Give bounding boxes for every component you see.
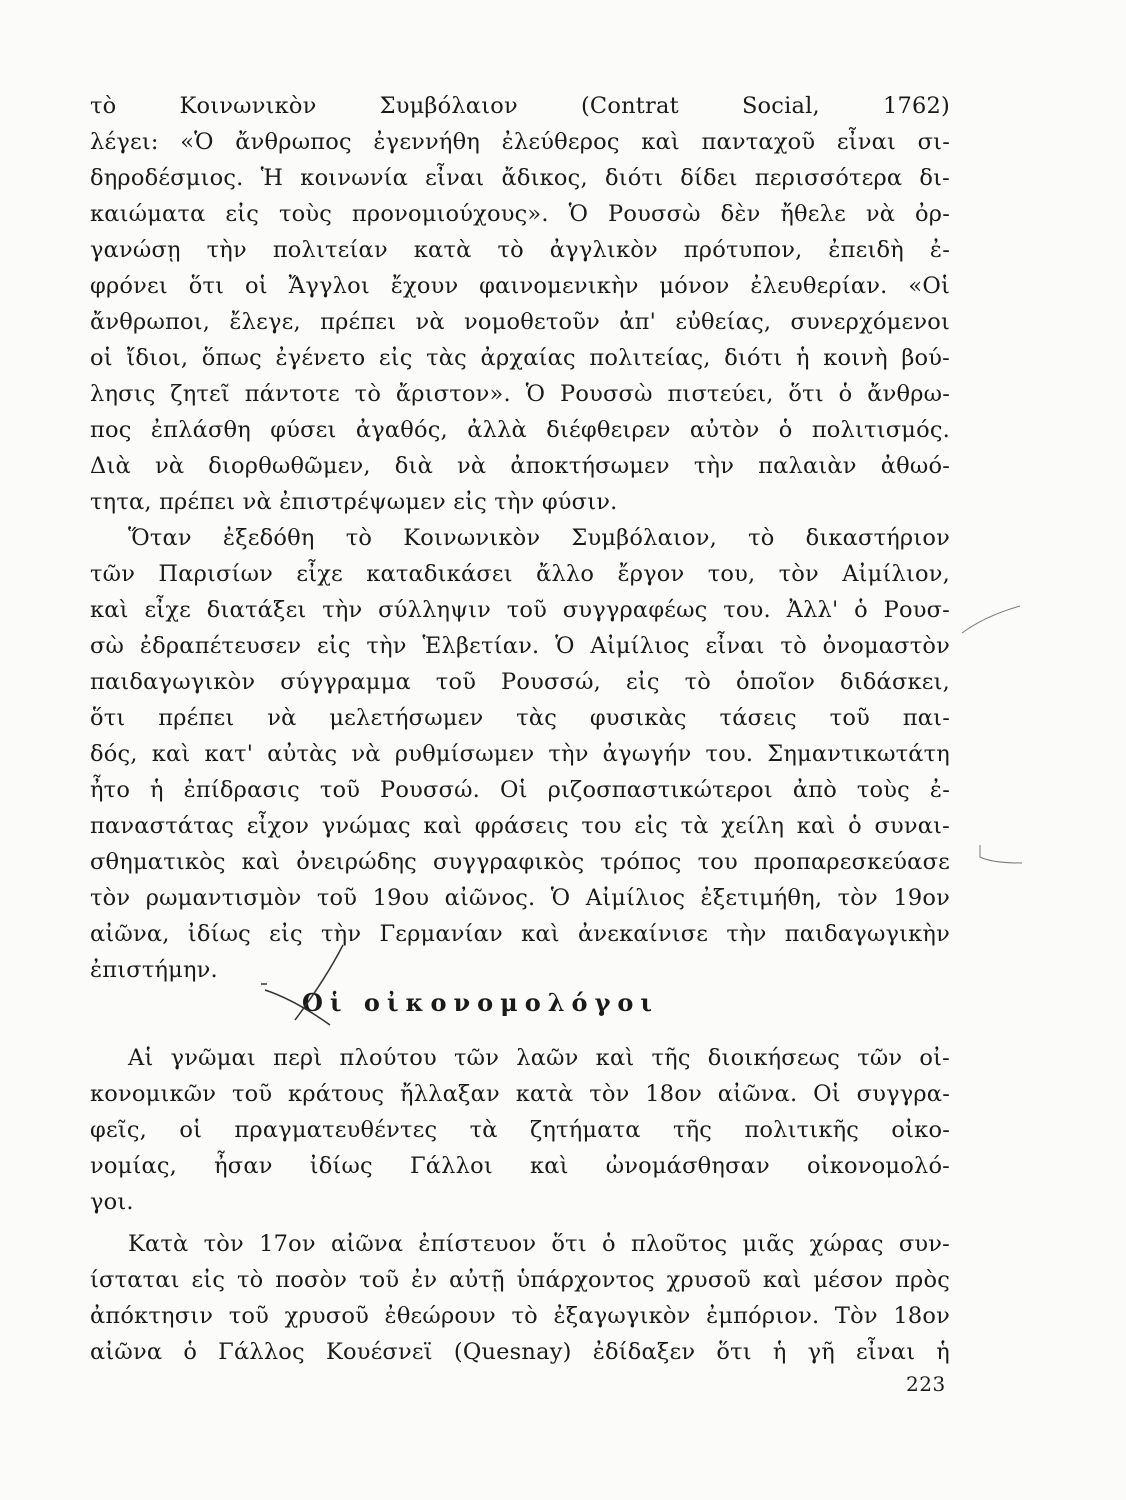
margin-bracket-mark	[960, 598, 1030, 638]
text-line: καιώματα εἰς τοὺς προνομιούχους». Ὁ Ρουσσὼ δὲν ἤθελε νὰ ὀρ-	[90, 201, 950, 227]
text-line: αἰῶνα ὁ Γάλλος Κουέσνεϊ (Quesnay) ἐδίδαξεν ὅτι ἡ γῆ εἶναι ἡ	[90, 1339, 950, 1365]
text-line: σὼ ἐδραπέτευσεν εἰς τὴν Ἑλβετίαν. Ὁ Αἰμίλιος εἶναι τὸ ὀνομαστὸν	[90, 633, 950, 659]
text-line: τὸν ρωμαντισμὸν τοῦ 19ου αἰῶνος. Ὁ Αἰμίλιος ἐξετιμήθη, τὸν 19ον	[90, 885, 950, 911]
text-line: λησις ζητεῖ πάντοτε τὸ ἄριστον». Ὁ Ρουσσὼ πιστεύει, ὅτι ὁ ἄνθρω-	[90, 381, 950, 407]
text-line: δός, καὶ κατ' αὐτὰς νὰ ρυθμίσωμεν τὴν ἀγωγήν του. Σημαντικωτάτη	[90, 741, 950, 767]
text-line: ἄνθρωποι, ἔλεγε, πρέπει νὰ νομοθετοῦν ἀπ' εὐθείας, συνερχόμενοι	[90, 309, 950, 335]
text-line: φεῖς, οἱ πραγματευθέντες τὰ ζητήματα τῆς πολιτικῆς οἰκο-	[90, 1117, 950, 1143]
text-line: τητα, πρέπει νὰ ἐπιστρέψωμεν εἰς τὴν φύσιν.	[90, 489, 618, 515]
text-line: ἦτο ἡ ἐπίδρασις τοῦ Ρουσσώ. Οἱ ριζοσπαστικώτεροι ἀπὸ τοὺς ἐ-	[90, 777, 950, 803]
paragraph-emile	[90, 520, 950, 988]
text-line: γοι.	[90, 1189, 134, 1215]
text-line: παναστάτας εἶχον γνώμας καὶ φράσεις του εἰς τὰ χείλη καὶ ὁ συναι-	[90, 813, 950, 839]
text-line: αἰῶνα, ἰδίως εἰς τὴν Γερμανίαν καὶ ἀνεκαίνισε τὴν παιδαγωγικὴν	[90, 921, 950, 947]
text-line: Αἱ γνῶμαι περὶ πλούτου τῶν λαῶν καὶ τῆς διοικήσεως τῶν οἰ-	[128, 1045, 950, 1071]
text-line: ίσταται εἰς τὸ ποσὸν τοῦ ἐν αὐτῇ ὑπάρχοντος χρυσοῦ καὶ μέσον πρὸς	[90, 1267, 950, 1293]
text-line: γανώσῃ τὴν πολιτείαν κατὰ τὸ ἀγγλικὸν πρότυπον, ἐπειδὴ ἐ-	[90, 237, 950, 263]
margin-line-mark	[962, 835, 1032, 875]
text-line: ἐπιστήμην.	[90, 957, 218, 983]
text-line: φρόνει ὅτι οἱ Ἄγγλοι ἔχουν φαινομενικὴν μόνον ἐλευθερίαν. «Οἱ	[90, 273, 950, 299]
text-line: δηροδέσμιος. Ἡ κοινωνία εἶναι ἄδικος, διότι δίδει περισσότερα δι-	[90, 165, 950, 191]
text-line: Κατὰ τὸν 17ον αἰῶνα ἐπίστευον ὅτι ὁ πλοῦτος μιᾶς χώρας συν-	[128, 1231, 950, 1257]
paragraph-rousseau-contract	[90, 88, 950, 520]
text-line: Διὰ νὰ διορθωθῶμεν, διὰ νὰ ἀποκτήσωμεν τὴν παλαιὰν ἀθωό-	[90, 453, 950, 479]
main-text-block	[90, 88, 950, 988]
page-number: 223	[906, 1372, 946, 1396]
section-heading: Οἱ οἰκονομολόγοι	[302, 988, 660, 1017]
text-line: Ὅταν ἐξεδόθη τὸ Κοινωνικὸν Συμβόλαιον, τὸ δικαστήριον	[128, 525, 950, 551]
text-line: ἀπόκτησιν τοῦ χρυσοῦ ἐθεώρουν τὸ ἐξαγωγικὸν ἐμπόριον. Τὸν 18ον	[90, 1303, 950, 1329]
text-line: οἱ ἴδιοι, ὅπως ἐγένετο εἰς τὰς ἀρχαίας πολιτείας, διότι ἡ κοινὴ βού-	[90, 345, 950, 371]
text-line: τὸ Κοινωνικὸν Συμβόλαιον (Contrat Social, 1762)	[90, 93, 950, 119]
text-line: ὅτι πρέπει νὰ μελετήσωμεν τὰς φυσικὰς τάσεις τοῦ παι-	[90, 705, 950, 731]
text-line: τῶν Παρισίων εἶχε καταδικάσει ἄλλο ἔργον του, τὸν Αἰμίλιον,	[90, 561, 950, 587]
economists-text-block	[90, 1040, 950, 1370]
text-line: καὶ εἶχε διατάξει τὴν σύλληψιν τοῦ συγγραφέως του. Ἀλλ' ὁ Ρουσ-	[90, 597, 950, 623]
text-line: λέγει: «Ὁ ἄνθρωπος ἐγεννήθη ἐλεύθερος καὶ πανταχοῦ εἶναι σι-	[90, 129, 950, 155]
paragraph-economists	[90, 1040, 950, 1220]
text-line: νομίας, ἦσαν ἰδίως Γάλλοι καὶ ὠνομάσθησαν οἰκονομολό-	[90, 1153, 950, 1179]
text-line: παιδαγωγικὸν σύγγραμμα τοῦ Ρουσσώ, εἰς τὸ ὁποῖον διδάσκει,	[90, 669, 950, 695]
text-line: σθηματικὸς καὶ ὀνειρώδης συγγραφικὸς τρόπος του προπαρεσκεύασε	[90, 849, 950, 875]
text-line: κονομικῶν τοῦ κράτους ἤλλαξαν κατὰ τὸν 18ον αἰῶνα. Οἱ συγγρα-	[90, 1081, 950, 1107]
paragraph-quesnay	[90, 1226, 950, 1370]
text-line: πος ἐπλάσθη φύσει ἀγαθός, ἀλλὰ διέφθειρεν αὐτὸν ὁ πολιτισμός.	[90, 417, 950, 443]
